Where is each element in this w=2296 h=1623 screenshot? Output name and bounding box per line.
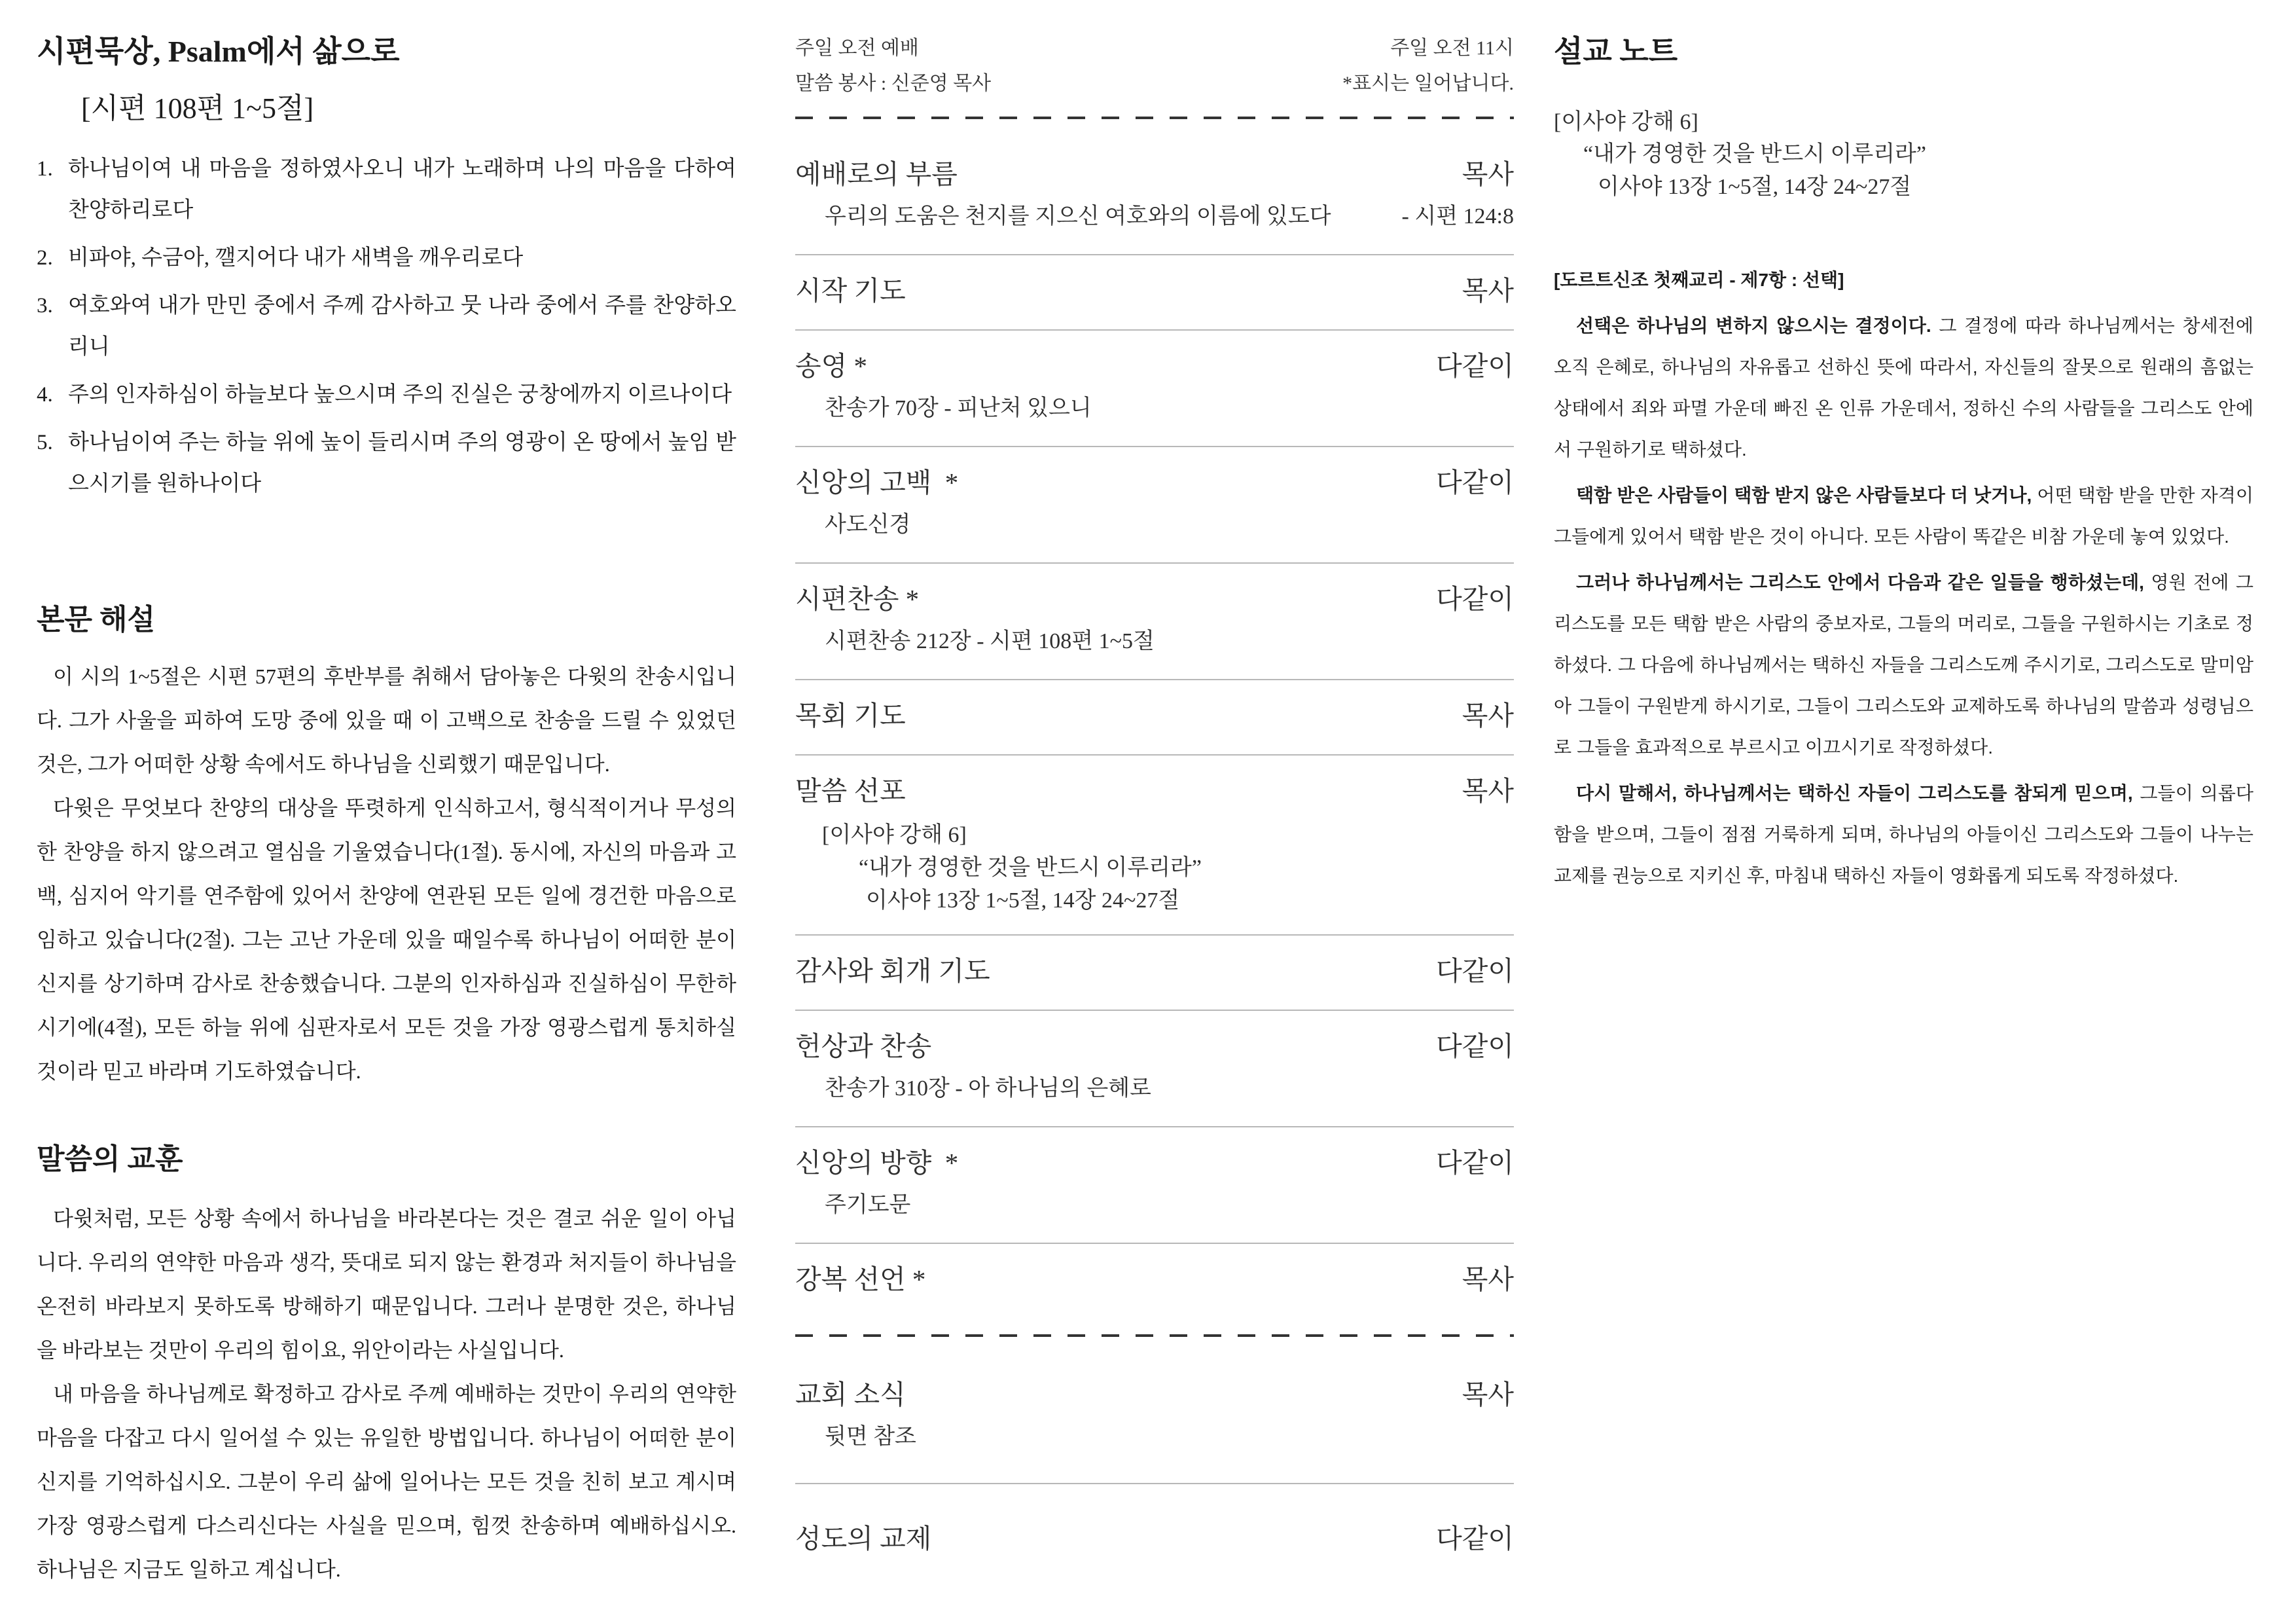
- verse-number: 5.: [37, 431, 53, 454]
- verse-item: [37, 422, 736, 505]
- lesson-paragraph: 내 마음을 하나님께로 확정하고 감사로 주께 예배하는 것만이 우리의 연약한 마음을 다잡고 다시 일어설 수 있는 유일한 방법입니다. 하나님이 어떠한 분이신지를 기억하십시오. 그분이 우리 삶에 일어나는 모든 것을 친히 보고 계시며 가장 영광스럽게 다스리신다는 사실을 믿으며, 힘껏 찬송하며 예배하십시오. 하나님은 지금도 일하고 계십니다.: [37, 1382, 736, 1581]
- confession-paragraph: [1554, 562, 2253, 768]
- item-leader: 다같이: [1436, 1031, 1514, 1061]
- item-title: 시작 기도: [795, 276, 906, 306]
- confession-paragraph: [1554, 475, 2253, 557]
- item-leader: 다같이: [1436, 956, 1514, 986]
- verse-item: [37, 374, 736, 416]
- confession-text: 영원 전에 그리스도를 모든 택함 받은 사람의 중보자로, 그들의 머리로, 그들을 구원하시는 기초로 정하셨다. 그 다음에 하나님께서는 택하신 자들을 그리스도께 주시기로, 그리스도로 말미암아 그들이 구원받게 하시기로, 그들이 그리스도와 교제하도록 하나님의 말씀과 성령님으로 그들을 효과적으로 부르시고 이끄시기로 작정하셨다.: [1554, 572, 2253, 757]
- verse-item: [37, 238, 736, 279]
- sermon-notes-column: [1554, 0, 2253, 1623]
- order-item-thanksgiving-repentance-prayer: [795, 936, 1514, 1011]
- item-title: 헌상과 찬송: [795, 1031, 932, 1061]
- item-detail: 주기도문: [825, 1193, 911, 1217]
- sermon-title: “내가 경영한 것을 반드시 이루리라”: [859, 856, 1202, 880]
- confession-lead: 택함 받은 사람들이 택함 받지 않은 사람들보다 더 낫거나,: [1576, 485, 2032, 505]
- confession-text: 어떤 택함 받을 만한 자격이 그들에게 있어서 택함 받은 것이 아니다. 모든 사람이 똑같은 비참 가운데 놓여 있었다.: [1554, 485, 2254, 547]
- item-leader: 다같이: [1436, 584, 1514, 614]
- item-detail: 사도신경: [825, 513, 911, 537]
- notes-series: [이사야 강해 6]: [1554, 110, 1698, 134]
- item-title: 신앙의 고백 *: [795, 467, 959, 498]
- item-leader: 다같이: [1436, 1523, 1514, 1554]
- item-reference: - 시편 124:8: [1401, 204, 1514, 228]
- order-item-benediction: [795, 1244, 1514, 1334]
- order-item-offering-hymn: [795, 1011, 1514, 1127]
- item-title: 말씀 선포: [795, 776, 906, 806]
- verse-text: 주의 인자하심이 하늘보다 높으시며 주의 진실은 궁창에까지 이르나이다: [68, 383, 732, 407]
- confession-lead: 그러나 하나님께서는 그리스도 안에서 다음과 같은 일들을 행하셨는데,: [1576, 572, 2144, 593]
- item-title: 예배로의 부름: [795, 159, 958, 189]
- notes-title: 설교 노트: [1554, 35, 1678, 68]
- standing-note: *표시는 일어납니다.: [1342, 73, 1514, 94]
- meditation-title: 시편묵상, Psalm에서 삶으로: [37, 35, 400, 68]
- item-title: 목회 기도: [795, 701, 906, 731]
- sermon-series: [이사야 강해 6]: [822, 823, 967, 847]
- item-leader: 목사: [1462, 1379, 1514, 1410]
- item-detail: 시편찬송 212장 - 시편 108편 1~5절: [825, 629, 1155, 653]
- item-leader: 다같이: [1436, 1148, 1514, 1178]
- confession-text: 그들이 의롭다 함을 받으며, 그들이 점점 거룩하게 되며, 하나님의 아들이신 그리스도와 그들이 나누는 교제를 권능으로 지키신 후, 마침내 택하신 자들이 영화롭게 되도록 작정하셨다.: [1554, 783, 2253, 886]
- verse-number: 2.: [37, 246, 53, 270]
- order-item-direction-of-faith: [795, 1127, 1514, 1244]
- confession-lead: 선택은 하나님의 변하지 않으시는 결정이다.: [1576, 316, 1931, 336]
- verse-number: 4.: [37, 383, 53, 407]
- verse-list: [37, 149, 736, 511]
- psalm-meditation-column: [37, 0, 736, 1623]
- verse-number: 3.: [37, 294, 53, 318]
- meditation-passage: [시편 108편 1~5절]: [81, 92, 314, 124]
- item-leader: 목사: [1462, 276, 1514, 306]
- item-leader: 다같이: [1436, 467, 1514, 498]
- notes-sermon-title: “내가 경영한 것을 반드시 이루리라”: [1583, 142, 1926, 166]
- service-header: [795, 31, 1514, 101]
- item-detail: 찬송가 310장 - 아 하나님의 은혜로: [825, 1076, 1151, 1101]
- verse-number: 1.: [37, 157, 53, 181]
- order-item-sermon: [795, 756, 1514, 936]
- notes-scripture: 이사야 13장 1~5절, 14장 24~27절: [1598, 175, 1912, 199]
- item-title: 강복 선언 *: [795, 1264, 926, 1294]
- item-title: 감사와 회개 기도: [795, 956, 990, 986]
- item-title: 송영 *: [795, 351, 867, 381]
- confession-text: 그 결정에 따라 하나님께서는 창세전에 오직 은혜로, 하나님의 자유롭고 선하신 뜻에 따라서, 자신들의 잘못으로 원래의 흠없는 상태에서 죄와 파멸 가운데 빠진 온 인류 가운데서, 정하신 수의 사람들을 그리스도 안에서 구원하기로 택하셨다.: [1554, 316, 2253, 460]
- lesson-heading: 말씀의 교훈: [37, 1143, 183, 1175]
- order-item-confession-of-faith: [795, 447, 1514, 564]
- confession-lead: 다시 말해서, 하나님께서는 택하신 자들이 그리스도를 참되게 믿으며,: [1576, 783, 2133, 803]
- item-leader: 목사: [1462, 1264, 1514, 1294]
- commentary-paragraph: 이 시의 1~5절은 시편 57편의 후반부를 취해서 담아놓은 다윗의 찬송시입니다. 그가 사울을 피하여 도망 중에 있을 때 이 고백으로 찬송을 드릴 수 있었던 것은, 그가 어떠한 상황 속에서도 하나님을 신뢰했기 때문입니다.: [37, 665, 736, 776]
- item-detail: 뒷면 참조: [825, 1425, 916, 1449]
- verse-text: 여호와여 내가 만민 중에서 주께 감사하고 뭇 나라 중에서 주를 찬양하오리니: [68, 294, 736, 359]
- item-leader: 목사: [1462, 159, 1514, 189]
- item-leader: 다같이: [1436, 351, 1514, 381]
- confession-body: [1554, 305, 2253, 901]
- verse-text: 하나님이여 주는 하늘 위에 높이 들리시며 주의 영광이 온 땅에서 높임 받으시기를 원하나이다: [68, 431, 736, 496]
- minister: 말씀 봉사 : 신준영 목사: [795, 73, 992, 94]
- order-item-call-to-worship: [795, 119, 1514, 255]
- verse-item: [37, 285, 736, 368]
- item-leader: 목사: [1462, 776, 1514, 806]
- item-title: 성도의 교제: [795, 1523, 932, 1554]
- order-of-worship-column: [795, 0, 1514, 1623]
- item-title: 시편찬송 *: [795, 584, 920, 614]
- verse-item: [37, 149, 736, 231]
- item-detail: 찬송가 70장 - 피난처 있으니: [825, 396, 1092, 420]
- item-detail: 우리의 도움은 천지를 지으신 여호와의 이름에 있도다: [825, 204, 1331, 228]
- order-item-opening-prayer: [795, 255, 1514, 331]
- confession-paragraph: [1554, 305, 2253, 470]
- commentary-paragraph: 다윗은 무엇보다 찬양의 대상을 뚜렷하게 인식하고서, 형식적이거나 무성의한 찬양을 하지 않으려고 열심을 기울였습니다(1절). 동시에, 자신의 마음과 고백, 심지어 악기를 연주함에 있어서 찬양에 연관된 모든 일에 경건한 마음으로 임하고 있습니다(2절). 그는 고난 가운데 있을 때일수록 하나님이 어떠한 분이신지를 상기하며 감사로 찬송했습니다. 그분의 인자하심과 진실하심이 무한하시기에(4절), 모든 하늘 위에 심판자로서 모든 것을 가장 영광스럽게 통치하실 것이라 믿고 바라며 기도하였습니다.: [37, 796, 736, 1083]
- order-item-pastoral-prayer: [795, 680, 1514, 756]
- service-name: 주일 오전 예배: [795, 37, 919, 59]
- order-item-doxology: [795, 331, 1514, 447]
- verse-text: 하나님이여 내 마음을 정하였사오니 내가 노래하며 나의 마음을 다하여 찬양하리로다: [68, 157, 736, 222]
- commentary-heading: 본문 해설: [37, 604, 156, 636]
- commentary-body: [37, 655, 736, 1093]
- confession-heading: [도르트신조 첫째교리 - 제7항 : 선택]: [1554, 270, 1844, 290]
- sermon-scripture: 이사야 13장 1~5절, 14장 24~27절: [866, 888, 1180, 913]
- lesson-body: [37, 1197, 736, 1592]
- order-item-fellowship: [795, 1484, 1514, 1577]
- item-title: 신앙의 방향 *: [795, 1148, 959, 1178]
- item-title: 교회 소식: [795, 1379, 906, 1410]
- order-list: [795, 117, 1514, 1577]
- confession-paragraph: [1554, 773, 2253, 896]
- item-leader: 목사: [1462, 701, 1514, 731]
- lesson-paragraph: 다윗처럼, 모든 상황 속에서 하나님을 바라본다는 것은 결코 쉬운 일이 아닙니다. 우리의 연약한 마음과 생각, 뜻대로 되지 않는 환경과 처지들이 하나님을 온전히 바라보지 못하도록 방해하기 때문입니다. 그러나 분명한 것은, 하나님을 바라보는 것만이 우리의 힘이요, 위안이라는 사실입니다.: [37, 1207, 736, 1362]
- verse-text: 비파야, 수금아, 깰지어다 내가 새벽을 깨우리로다: [68, 246, 524, 270]
- order-item-psalm-singing: [795, 564, 1514, 680]
- service-time: 주일 오전 11시: [1390, 37, 1514, 59]
- order-item-announcements: [795, 1337, 1514, 1484]
